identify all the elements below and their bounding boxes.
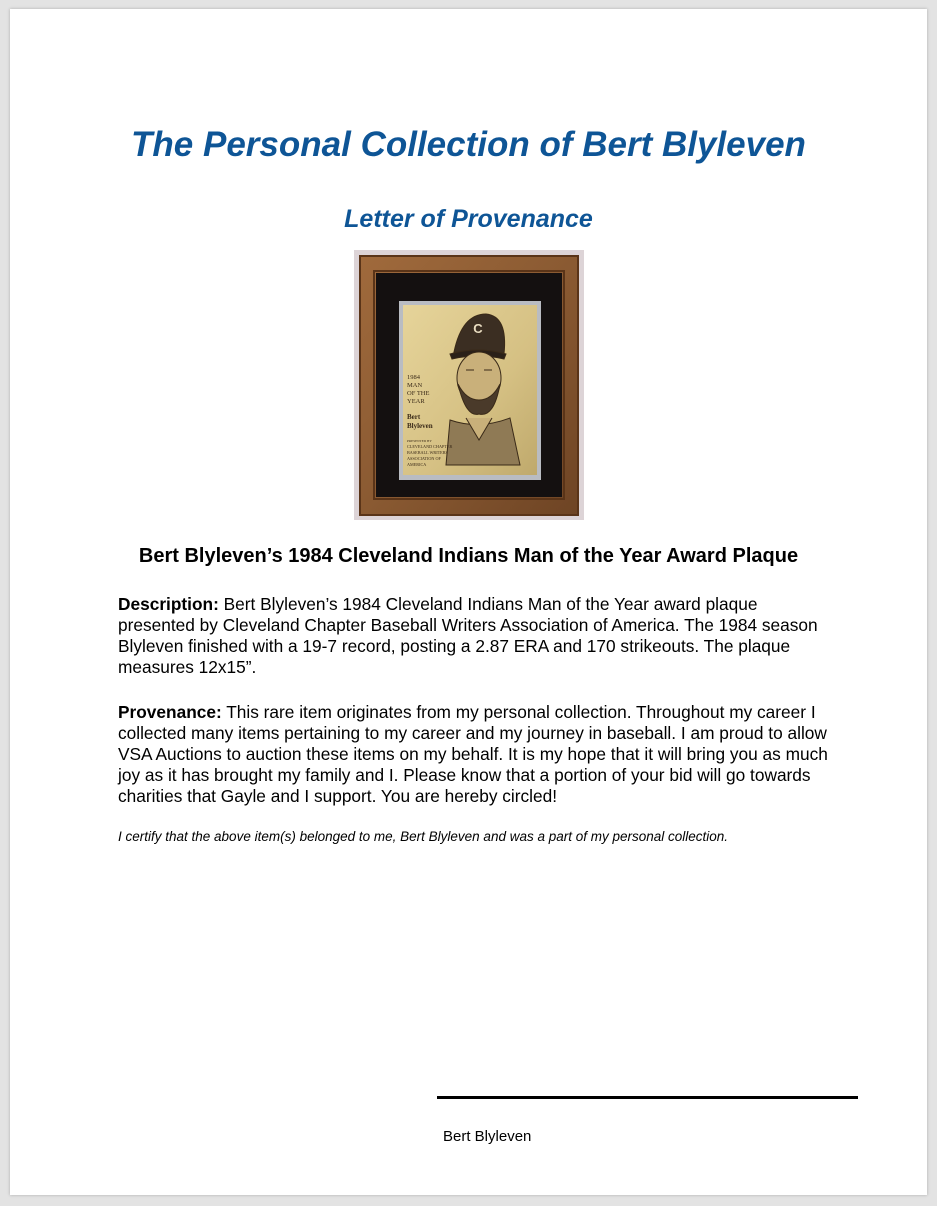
provenance-text: This rare item originates from my personal collection. Throughout my career I collected many items pertaining to my career and my journey in baseball. I am proud to allow VSA Auctions to auction these items on my behalf. It is my hope that it will bring you as much joy as it has brought my family and I. Please know that a portion of your bid will go towards charities that Gayle and I support. You are hereby circled! (118, 702, 828, 806)
plaque-award-line: OF THE (407, 390, 430, 397)
plaque-name: Bert (407, 413, 421, 421)
plaque-award-line: MAN (407, 382, 423, 389)
plaque-presenter: AMERICA (407, 462, 427, 467)
plaque-illustration (354, 250, 584, 520)
plaque-presenter: ASSOCIATION OF (407, 456, 441, 461)
description-label: Description: (118, 594, 219, 614)
description-text: Bert Blyleven’s 1984 Cleveland Indians Man of the Year award plaque presented by Cleveland Chapter Baseball Writers Association of America. The 1984 season Blyleven finished with a 19-7 record, posting a 2.87 ERA and 170 strikeouts. The plaque measures 12x15”. (118, 594, 818, 677)
item-heading: Bert Blyleven’s 1984 Cleveland Indians Man of the Year Award Plaque (138, 545, 799, 567)
certification-statement: I certify that the above item(s) belonged to me, Bert Blyleven and was a part of my personal collection. (118, 829, 729, 844)
signature-line (437, 1096, 858, 1099)
provenance-paragraph (118, 702, 838, 807)
cap-letter: C (473, 321, 483, 336)
plaque-name: Blyleven (407, 422, 433, 430)
document-subtitle: Letter of Provenance (344, 205, 593, 233)
description-paragraph (118, 594, 838, 678)
plaque-presenter: BASEBALL WRITERS (407, 450, 448, 455)
plaque-photo (354, 250, 584, 520)
plaque-presenter: CLEVELAND CHAPTER (407, 444, 453, 449)
document-page (10, 9, 927, 1195)
plaque-award-line: YEAR (407, 398, 425, 405)
document-title: The Personal Collection of Bert Blyleven (131, 125, 806, 164)
signature-name: Bert Blyleven (443, 1128, 532, 1145)
plaque-year: 1984 (407, 374, 420, 381)
provenance-label: Provenance: (118, 702, 222, 722)
plaque-presenter: PRESENTED BY (407, 439, 432, 443)
